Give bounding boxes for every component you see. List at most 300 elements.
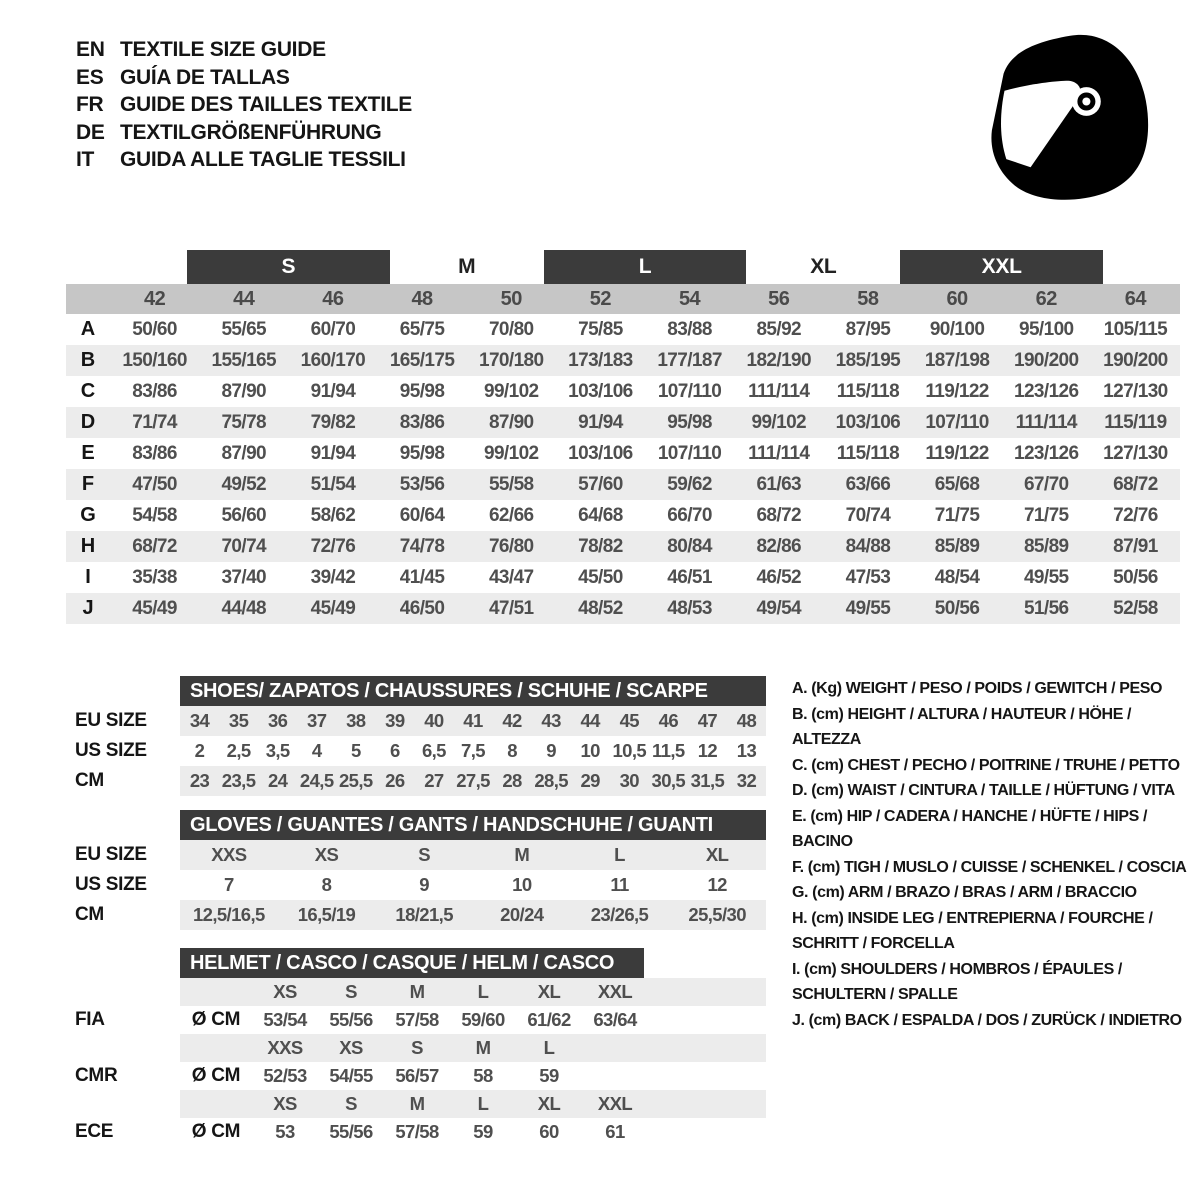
legend-letter: C. (792, 756, 808, 774)
eu-sizes-band (180, 840, 766, 870)
size-cell: 83/86 (132, 442, 177, 464)
size-cell: 56/57 (395, 1065, 439, 1086)
size-cell: 79/82 (310, 411, 356, 433)
size-cell: 60/70 (310, 318, 356, 340)
size-cell: 2 (194, 740, 205, 761)
column-header: 64 (1124, 287, 1147, 310)
size-cell: 53 (275, 1121, 295, 1142)
legend-item (792, 702, 1192, 753)
size-cell: 87/95 (845, 318, 891, 340)
size-cell: 45 (619, 710, 639, 731)
size-cell: 72/76 (1113, 504, 1158, 526)
size-cell: 7,5 (461, 740, 485, 761)
shoes-size-table (66, 676, 766, 796)
guide-title: GUIDA ALLE TAGLIE TESSILI (120, 148, 406, 171)
size-cell: 55/65 (221, 318, 267, 340)
column-header: 50 (500, 287, 522, 310)
size-cell: 87/90 (221, 380, 267, 402)
size-cell: 50/56 (934, 597, 980, 619)
table-row (66, 376, 1180, 407)
size-cell: 5 (350, 740, 361, 761)
size-cell: XS (273, 981, 297, 1002)
size-cell: 54/55 (329, 1065, 373, 1086)
size-cell: M (514, 844, 530, 865)
size-cell: 41 (463, 710, 483, 731)
size-cell: 95/100 (1018, 318, 1074, 340)
size-cell: 107/110 (925, 411, 989, 433)
gloves-size-table (66, 810, 766, 930)
guide-title: GUÍA DE TALLAS (120, 65, 290, 89)
size-cell: 62/66 (488, 504, 534, 526)
size-cell: 20/24 (500, 904, 544, 925)
helmet-size-table (66, 948, 766, 1146)
language-code: DE (76, 120, 105, 144)
size-cell: 8 (321, 874, 332, 895)
legend-item (792, 957, 1192, 1008)
size-cell: 18/21,5 (395, 904, 453, 925)
size-cell: S (345, 1093, 357, 1114)
size-cell: 36 (267, 710, 288, 731)
language-code: IT (76, 148, 95, 171)
helmet-sizes-band (180, 1090, 766, 1118)
size-cell: 84/88 (845, 535, 891, 557)
size-cell: 119/122 (925, 380, 989, 402)
size-cell: 68/72 (1113, 473, 1158, 495)
size-cell: L (477, 981, 489, 1002)
table-row (66, 438, 1180, 469)
size-cell: L (614, 844, 625, 865)
size-cell: 49/55 (1023, 566, 1069, 588)
size-cell: 119/122 (925, 442, 989, 464)
table-row (66, 840, 766, 870)
size-header-s: S (187, 250, 389, 284)
legend-item (792, 804, 1192, 855)
size-cell: 52/53 (263, 1065, 307, 1086)
size-cell: 8 (507, 740, 517, 761)
size-cell: 190/200 (1103, 349, 1168, 371)
row-label-cm: CM (75, 904, 104, 925)
size-cell: 3,5 (265, 740, 290, 761)
size-cell: 91/94 (578, 411, 623, 433)
size-cell: 31,5 (690, 770, 725, 791)
size-cell: 24,5 (299, 770, 334, 791)
size-cell: 99/102 (483, 380, 539, 402)
legend-unit: (cm) (807, 858, 840, 876)
size-header-xxl: XXL (900, 250, 1102, 284)
unit-cell (180, 978, 252, 1006)
row-label-us-size: US SIZE (75, 874, 147, 895)
table-row (66, 1034, 766, 1062)
legend-item (792, 880, 1192, 906)
table-row (66, 345, 1180, 376)
legend-text: BACK / ESPALDA / DOS / ZURÜCK / INDIETRO (844, 1011, 1182, 1029)
size-cell: 27,5 (456, 770, 490, 791)
size-cell: XXL (597, 1093, 633, 1114)
size-cell: 123/126 (1014, 442, 1079, 464)
column-header: 60 (946, 287, 968, 310)
size-cell: 80/84 (667, 535, 712, 557)
size-cell: 111/114 (748, 380, 810, 402)
size-cell: M (409, 981, 425, 1002)
size-cell: 165/175 (389, 349, 455, 371)
row-letter: B (80, 349, 96, 371)
diameter-cm-label: Ø CM (191, 1009, 241, 1030)
size-cell: 37/40 (221, 566, 267, 588)
table-row (66, 766, 766, 796)
size-cell: 44 (580, 710, 600, 731)
size-cell: 55/56 (329, 1009, 373, 1030)
cmr-values-band (180, 1062, 766, 1090)
size-cell: 82/86 (756, 535, 802, 557)
size-cell: 177/187 (657, 349, 722, 371)
row-label-eu-size: EU SIZE (75, 710, 147, 731)
size-cell: 23/26,5 (590, 904, 649, 925)
size-cell: 103/106 (835, 411, 901, 433)
size-cell: 63/64 (593, 1009, 637, 1030)
column-header: 58 (857, 287, 879, 310)
size-cell: 46/51 (667, 566, 712, 588)
size-cell: 48/52 (578, 597, 623, 619)
row-label-us-size: US SIZE (75, 740, 147, 761)
size-cell: 55/56 (329, 1121, 373, 1142)
shoes-section-title: SHOES/ ZAPATOS / CHAUSSURES / SCHUHE / SCARPE (180, 676, 766, 706)
eu-sizes-band (180, 706, 766, 736)
size-cell: 123/126 (1014, 380, 1079, 402)
legend-letter: D. (792, 782, 808, 799)
size-cell: XXL (597, 981, 633, 1002)
us-sizes-band (180, 736, 766, 766)
size-cell: 127/130 (1103, 380, 1168, 402)
size-cell: 74/78 (399, 535, 445, 557)
size-cell: 43 (541, 710, 561, 731)
size-cell: 26 (385, 770, 405, 791)
table-row (66, 593, 1180, 624)
size-group-header-row (66, 250, 1180, 284)
row-label (66, 1034, 180, 1062)
size-cell: 70/74 (845, 504, 891, 526)
size-cell: 190/200 (1014, 349, 1079, 371)
size-cell: 6 (390, 740, 400, 761)
size-cell: 68/72 (756, 504, 802, 526)
unit-cell (180, 1090, 252, 1118)
row-label-fia: FIA (75, 1009, 105, 1030)
size-cell: 35/38 (132, 566, 177, 588)
size-cell: 91/94 (310, 442, 356, 464)
legend-item (792, 1008, 1192, 1034)
table-row (66, 706, 766, 736)
size-cell: XL (537, 981, 561, 1002)
legend-unit: (cm) (811, 756, 844, 774)
guide-title: GUIDE DES TAILLES TEXTILE (120, 93, 412, 116)
size-cell: 75/78 (221, 411, 267, 433)
size-cell: 68/72 (132, 535, 177, 557)
legend-text: HEIGHT / ALTURA / HAUTEUR / HÖHE / ALTEZZA (792, 705, 1132, 748)
size-cell: L (477, 1093, 489, 1114)
table-row (66, 562, 1180, 593)
language-code: ES (76, 65, 104, 89)
size-cell: 16,5/19 (297, 904, 356, 925)
size-cell: 75/85 (578, 318, 623, 340)
size-cell: 83/86 (132, 380, 177, 402)
size-cell: 46/50 (399, 597, 445, 619)
size-cell: S (418, 844, 431, 865)
size-cell: 38 (346, 710, 366, 731)
size-cell: 53/54 (263, 1009, 307, 1030)
size-cell: M (409, 1093, 425, 1114)
size-cell: 7 (223, 874, 234, 895)
size-cell: 64/68 (578, 504, 623, 526)
legend-text: INSIDE LEG / ENTREPIERNA / FOURCHE / SCHRITT / FORCELLA (792, 909, 1153, 952)
row-label (66, 978, 180, 1006)
size-cell: 46 (658, 710, 679, 731)
language-code: FR (76, 93, 104, 116)
size-cell: 60 (539, 1121, 559, 1142)
size-cell: 85/89 (1023, 535, 1069, 557)
ece-values-band (180, 1118, 766, 1146)
gloves-section-title: GLOVES / GUANTES / GANTS / HANDSCHUHE / GUANTI (180, 810, 766, 840)
column-header: 42 (143, 287, 166, 310)
column-header: 48 (411, 287, 433, 310)
size-cell: XL (537, 1093, 561, 1114)
size-cell: XS (314, 844, 339, 865)
size-cell: 50/56 (1113, 566, 1158, 588)
column-header: 44 (233, 287, 255, 310)
size-cell: 87/90 (221, 442, 267, 464)
size-cell: 13 (736, 740, 757, 761)
language-row (76, 91, 412, 119)
size-cell: 83/86 (399, 411, 445, 433)
size-cell: 45/49 (310, 597, 356, 619)
table-row (66, 1006, 766, 1034)
size-cell: 28 (502, 770, 522, 791)
row-label-cmr: CMR (75, 1065, 118, 1086)
size-cell: 155/165 (211, 349, 276, 371)
size-cell: 56/60 (221, 504, 267, 526)
size-cell: 34 (189, 710, 210, 731)
size-cell: XXS (267, 1037, 303, 1058)
row-label-eu-size: EU SIZE (75, 844, 147, 865)
guide-title: TEXTILE SIZE GUIDE (120, 38, 326, 61)
legend-unit: (cm) (812, 884, 845, 901)
table-row (66, 531, 1180, 562)
language-title-block (76, 36, 412, 174)
size-cell: 11 (610, 874, 629, 895)
size-cell: 49/54 (756, 597, 802, 619)
helmet-section-title: HELMET / CASCO / CASQUE / HELM / CASCO (180, 948, 644, 978)
size-cell: 12 (707, 874, 727, 895)
legend-text: WAIST / CINTURA / TAILLE / HÜFTUNG / VITA (847, 782, 1175, 799)
size-cell: XS (339, 1037, 363, 1058)
legend-item (792, 778, 1192, 804)
size-cell: 107/110 (657, 442, 722, 464)
size-cell: 85/89 (934, 535, 980, 557)
table-row (66, 469, 1180, 500)
size-cell: 30,5 (651, 770, 686, 791)
size-cell: 63/66 (845, 473, 891, 495)
size-cell: 23,5 (221, 770, 256, 791)
row-letter: D (80, 411, 96, 433)
size-cell: 45/49 (132, 597, 177, 619)
size-cell: 57/60 (578, 473, 623, 495)
row-letter: I (85, 566, 91, 588)
size-cell: 51/56 (1023, 597, 1069, 619)
row-letter: E (81, 442, 95, 464)
size-cell: S (411, 1037, 423, 1058)
size-cell: 53/56 (399, 473, 445, 495)
legend-text: ARM / BRAZO / BRAS / ARM / BRACCIO (847, 884, 1137, 901)
size-cell: 10,5 (612, 740, 647, 761)
helmet-icon (975, 25, 1160, 205)
size-cell: 95/98 (399, 380, 445, 402)
size-cell: 91/94 (310, 380, 356, 402)
size-cell: 90/100 (929, 318, 985, 340)
table-row (66, 500, 1180, 531)
legend-unit: (cm) (811, 705, 844, 723)
size-cell: 35 (228, 710, 249, 731)
size-cell: 59 (473, 1121, 493, 1142)
size-cell: 115/118 (836, 442, 900, 464)
legend-unit: (cm) (810, 807, 843, 825)
size-cell: M (475, 1037, 491, 1058)
size-cell: 30 (619, 770, 639, 791)
size-cell: 9 (546, 740, 556, 761)
row-letter: A (80, 318, 96, 340)
size-cell: 28,5 (534, 770, 568, 791)
size-cell (582, 1034, 648, 1062)
size-cell: 43/47 (488, 566, 534, 588)
size-cell: 70/74 (221, 535, 267, 557)
size-cell: 42 (502, 710, 522, 731)
table-row (66, 314, 1180, 345)
size-cell: 47/53 (845, 566, 891, 588)
size-cell: 61/63 (756, 473, 802, 495)
size-cell: 60/64 (399, 504, 445, 526)
size-cell: 48/53 (667, 597, 712, 619)
language-row (76, 146, 412, 174)
legend-item (792, 676, 1192, 702)
legend-unit: (cm) (808, 1011, 841, 1029)
size-cell: 58 (473, 1065, 493, 1086)
size-cell: 87/90 (488, 411, 534, 433)
size-cell: 61 (605, 1121, 625, 1142)
helmet-sizes-band (180, 1034, 766, 1062)
legend-unit: (Kg) (811, 680, 842, 697)
size-cell: 32 (736, 770, 757, 791)
size-cell: 55/58 (488, 473, 534, 495)
size-cell: 46/52 (756, 566, 802, 588)
size-cell: 11,5 (652, 740, 685, 761)
table-row (66, 1062, 766, 1090)
size-cell: XXS (211, 844, 247, 865)
column-header: 56 (768, 287, 790, 310)
size-cell: 2,5 (226, 740, 251, 761)
unit-cell (180, 1034, 252, 1062)
size-cell: 72/76 (310, 535, 356, 557)
size-cell: 111/114 (1015, 411, 1077, 433)
size-cell: 57/58 (395, 1009, 439, 1030)
size-cell: 105/115 (1103, 318, 1168, 340)
size-cell: 10 (580, 740, 600, 761)
row-letter: H (80, 535, 96, 557)
size-cell: 25,5/30 (688, 904, 746, 925)
legend-unit: (cm) (811, 909, 844, 927)
table-row (66, 900, 766, 930)
size-cell: XS (273, 1093, 297, 1114)
diameter-cm-label: Ø CM (191, 1065, 241, 1086)
size-cell: 99/102 (751, 411, 806, 433)
legend-text: HIP / CADERA / HANCHE / HÜFTE / HIPS / BACINO (792, 807, 1147, 850)
size-cell: 150/160 (122, 349, 187, 371)
size-cell: 170/180 (479, 349, 544, 371)
size-cell: 103/106 (568, 442, 633, 464)
size-cell: 9 (419, 874, 429, 895)
size-cell: 39 (385, 710, 405, 731)
size-cell: 25,5 (338, 770, 373, 791)
legend-letter: J. (792, 1011, 805, 1029)
main-size-table (66, 250, 1180, 624)
language-row (76, 36, 412, 64)
size-cell: 107/110 (657, 380, 722, 402)
size-cell: 12,5/16,5 (192, 904, 265, 925)
size-cell: 115/118 (836, 380, 900, 402)
size-cell: 65/75 (399, 318, 445, 340)
row-letter: F (81, 473, 95, 495)
us-sizes-band (180, 870, 766, 900)
legend-item (792, 855, 1192, 881)
cm-sizes-band (180, 766, 766, 796)
size-cell: 160/170 (300, 349, 366, 371)
size-cell: 59/62 (667, 473, 712, 495)
size-cell: 95/98 (399, 442, 445, 464)
size-cell: 41/45 (399, 566, 445, 588)
size-cell: 71/75 (1023, 504, 1069, 526)
corner-cell (66, 284, 110, 314)
table-row (66, 1090, 766, 1118)
language-row (76, 64, 412, 92)
helmet-sizes-band (180, 978, 766, 1006)
row-label (66, 1090, 180, 1118)
row-letter: C (80, 380, 96, 402)
size-cell: 49/55 (845, 597, 891, 619)
row-label-cm: CM (75, 770, 104, 791)
size-cell: 47 (697, 710, 718, 731)
size-cell: 115/119 (1104, 411, 1167, 433)
size-cell: 185/195 (835, 349, 901, 371)
size-cell: 111/114 (748, 442, 810, 464)
size-cell: 29 (580, 770, 600, 791)
size-cell: 76/80 (488, 535, 534, 557)
size-cell: 71/74 (132, 411, 177, 433)
size-cell: 66/70 (667, 504, 712, 526)
legend-letter: G. (792, 884, 809, 901)
legend-letter: F. (792, 858, 804, 876)
size-cell: 58/62 (310, 504, 356, 526)
size-cell: 48/54 (934, 566, 980, 588)
legend-text: SHOULDERS / HOMBROS / ÉPAULES / SCHULTERN / SPALLE (792, 960, 1122, 1003)
measurement-legend (792, 676, 1192, 1033)
size-cell: 57/58 (395, 1121, 439, 1142)
size-cell: 65/68 (934, 473, 980, 495)
legend-letter: A. (792, 680, 808, 697)
size-cell: 4 (311, 740, 322, 761)
size-cell: 23 (189, 770, 210, 791)
row-label-ece: ECE (75, 1121, 114, 1142)
row-letter: J (82, 597, 94, 619)
size-cell: 47/50 (132, 473, 177, 495)
size-cell: S (345, 981, 357, 1002)
size-cell: 40 (424, 710, 444, 731)
fia-values-band (180, 1006, 766, 1034)
